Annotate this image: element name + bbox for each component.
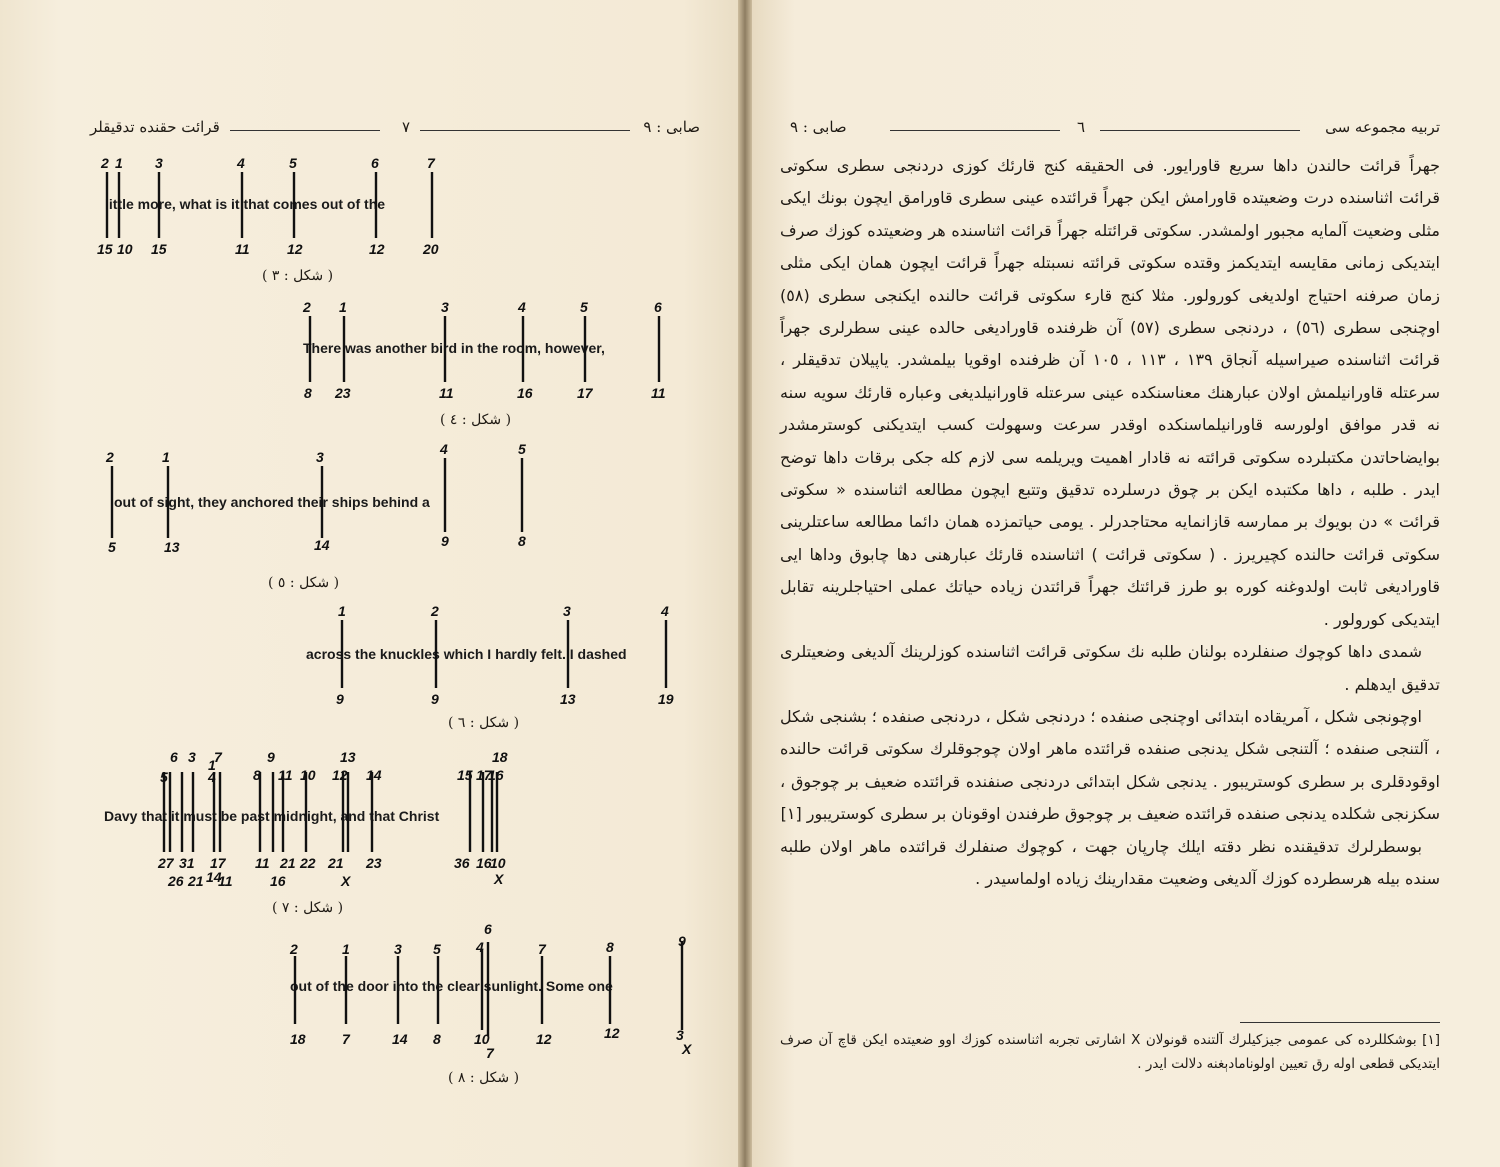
figure-8-top-number: 2 <box>290 941 298 957</box>
figure-7-top-number: 6 <box>170 749 178 765</box>
figure-3-bottom-number: 12 <box>369 241 385 257</box>
figure-6-top-number: 3 <box>563 603 571 619</box>
figure-3-bottom-number: 15 <box>97 241 113 257</box>
figure-7 <box>100 748 520 890</box>
figure-6-fixations <box>300 600 700 712</box>
book-gutter <box>738 0 752 1167</box>
body-paragraph: اوچونجى شكل ، آمريقاده ابتدائى اوچنجى صنفده ؛ دردنجى شكل ، دردنجى صنفده ؛ بشنجى شكل ، آلتنجى صنفده ؛ آلتنجى شكل يدنجى صنفده قرائتده ماهر اولان چوجوقلرك سكوتى قرائت حالنده اوقودقلرى بر سطرى كوستريبور . يدنجى شكل ابتدائى دردنجى صنفنده قرائتده ضعيف بر چوجوق ، سكزنجى شكلده يدنجى صنفده قرائتده ضعيف بر چوجوق طرفندن اوقونان بر سطرى كوستريبور [١] <box>780 706 1440 824</box>
figure-7-top-number: 12 <box>332 767 348 783</box>
figure-5-bottom-number: 9 <box>441 533 449 549</box>
figure-4-top-number: 2 <box>303 299 311 315</box>
figure-7-bottom-number: 10 <box>490 855 506 871</box>
figure-7-bottom-number: 17 <box>210 855 226 871</box>
figure-3-top-number: 7 <box>427 155 435 171</box>
right-head-title: تربيه مجموعه سى <box>1325 118 1440 136</box>
figure-8-top-number: 3 <box>394 941 402 957</box>
figure-7-bottom-number: 36 <box>454 855 470 871</box>
figure-7-bottom-number: 11 <box>255 855 270 871</box>
figure-6-top-number: 4 <box>661 603 669 619</box>
figure-6-bottom-number: 13 <box>560 691 576 707</box>
figure-7-top-number: 16 <box>488 767 504 783</box>
figure-7-top-number: 10 <box>300 767 316 783</box>
figure-6-bottom-number: 19 <box>658 691 674 707</box>
figure-8-bottom-number: 7 <box>486 1045 494 1061</box>
figure-7-bottom-number: 23 <box>366 855 382 871</box>
figure-5-bottom-number: 13 <box>164 539 180 555</box>
figure-3-top-number: 3 <box>155 155 163 171</box>
figure-8-bottom-number: 7 <box>342 1031 350 1047</box>
figure-3-fixations <box>95 152 515 262</box>
figure-3-caption: ( شكل : ٣ ) <box>262 268 334 284</box>
figure-7-bottom-number: 21 <box>328 855 344 871</box>
figure-4-bottom-number: 8 <box>304 385 312 401</box>
figure-3-bottom-number: 11 <box>235 241 250 257</box>
figure-8-bottom-number: 18 <box>290 1031 306 1047</box>
figure-5-top-number: 3 <box>316 449 324 465</box>
body-paragraph: جهراً قرائت حالندن داها سريع قاورايور. فى الحقيقه كنج قارئك كوزى دردنجى سطرى سكوتى قرائت اثناسنده درت وضعيتده قاورامش ايكن جهراً قرائتده عينى سطرى قاورامق ايچون بونك ايكى مثلى وضعيت آلمايه مجبور اولمشدر. سكوتى قرائتله جهراً قرائت اثناسنده هر وضعيتده كوزك صرف ايتديكى زمانى مقايسه ايتديكمز وقتده سكوتى قرائته نسبتله جهراً قرائت ايچون همان ايكى مثلى زمان صرفنه احتياج اولديغى كورولور. مثلا كنج قارء سكوتى قرائت حالنده ايكنجى سطرى (٥٨) اوچنجى سطرى (٥٦) ، دردنجى سطرى (٥٧) آن ظرفنده قاوراديغى حالده عينى سطرلرى جهراً قرائت اثناسنده صيراسيله آنجاق ١٣٩ ، ١١٣ ، ١٠٥ آن ظرفنده اوقويا بيلمشدر. ياپيلان تدقيقلر ، سرعتله قاورانيلمش اولان عبارهنك معناسنكده عينى سرعتله قاورانيلديغى وعباره قارئك سويه سنه نه قدر موافق اولورسه قاورانيلماسنكده اوقدر سرعت وسهولت كسب ايتديكنى كوسترمشدر بوايضاحاتدن مكتبلرده سكوتى قرائته نه قادار اهميت ويريلمه سى لازم كله جكى برقات داها توضح ايدر . طلبه ، داها مكتبده ايكن بر چوق درسلرده تدقيق وتتبع ايچون مطالعه اثناسنده « سكوتى قرائت » دن بويوك بر ممارسه قازانمايه محتاجدرلر . يومى حياتمزده همان دائما مطالعه ساعتلرينى سكوتى قرائت حالنده كچيريرز . ( سكوتى قرائت ) اثناسنده قارئك عبارهنى دها چابوق وداها ايى قاوراديغى ثابت اولدوغنه كوره بو طرز قرائتك جهراً قرائتدن زياده حياتك عملى احتياجلرينه تقابل ايتديكى كورولور . <box>780 156 1441 629</box>
figure-7-top-number: 9 <box>267 749 275 765</box>
figure-8-text: out of the door into the clear sunlight. Some one <box>290 978 613 994</box>
figure-5-bottom-number: 5 <box>108 539 116 555</box>
figure-7-bottom-number: 27 <box>158 855 174 871</box>
figure-3-bottom-number: 20 <box>423 241 439 257</box>
figure-4-text: There was another bird in the room, however, <box>303 340 605 356</box>
figure-3-top-number: 5 <box>289 155 297 171</box>
figure-8-top-number: 1 <box>342 941 350 957</box>
figure-5-bottom-number: 8 <box>518 533 526 549</box>
figure-7-top-number: 1 <box>208 757 216 773</box>
figure-4-bottom-number: 16 <box>517 385 533 401</box>
figure-3-top-number: 1 <box>115 155 123 171</box>
figure-6-top-number: 2 <box>431 603 439 619</box>
left-head-rule-right <box>420 130 630 131</box>
figure-3-top-number: 6 <box>371 155 379 171</box>
figure-8-bottom-number: 8 <box>433 1031 441 1047</box>
figure-4-bottom-number: 17 <box>577 385 593 401</box>
figure-6-caption: ( شكل : ٦ ) <box>448 715 520 731</box>
figure-8-top-number: 6 <box>484 921 492 937</box>
figure-8-fixations <box>280 922 700 1062</box>
figure-7-bottom-number: 31 <box>179 855 195 871</box>
figure-7-bottom-number: 21 <box>280 855 296 871</box>
figure-5-text: out of sight, they anchored their ships behind a <box>114 494 430 510</box>
right-head-page-number: ٦ <box>1076 118 1085 136</box>
figure-6-bottom-number: 9 <box>336 691 344 707</box>
figure-8-bottom-number: 3 <box>676 1027 684 1043</box>
figure-4-top-number: 5 <box>580 299 588 315</box>
body-paragraph: بوسطرلرك تدقيقنده نظر دقته ايلك چارپان جهت ، كوچوك صنفلرك قرائتده ماهر اولان طلبه سنده بيله هرسطرده كوزك آلديغى وضعيت مقدارينك زياده اولماسيدر . <box>780 836 1440 888</box>
figure-7-top-number: 13 <box>340 749 356 765</box>
figure-7-bottom-number: X <box>341 873 351 889</box>
figure-3-bottom-number: 10 <box>117 241 133 257</box>
figure-8-top-number: 9 <box>678 933 686 949</box>
figure-3-bottom-number: 12 <box>287 241 303 257</box>
figure-8-bottom-number: X <box>682 1041 692 1057</box>
right-head-rule-right <box>1100 130 1300 131</box>
figure-4-top-number: 3 <box>441 299 449 315</box>
footnote-rule <box>1240 1022 1440 1023</box>
figure-8-top-number: 8 <box>606 939 614 955</box>
figure-7-text: Davy that it must be past midnight, and that Christ <box>104 808 440 824</box>
figure-7-bottom-number: 26 <box>168 873 184 889</box>
figure-3-top-number: 4 <box>237 155 245 171</box>
figure-7-top-number: 7 <box>214 749 222 765</box>
right-page-body <box>780 150 1440 895</box>
left-head-page-ref: صابی : ٩ <box>643 118 700 136</box>
figure-4 <box>295 296 715 406</box>
figure-7-top-number: 5 <box>160 769 168 785</box>
figure-7-top-number: 8 <box>253 767 261 783</box>
figure-8-bottom-number: 14 <box>392 1031 408 1047</box>
footnote: [١] بوشكللرده كى عمومى جيزكيلرك آلتنده قونولان X اشارتى تجربه اثناسنده كوزك اوو ضعيتده ايكن قاچ آن صرف ايتديكى قطعى اوله رق تعيين اولونامادېغنه دلالت ايدر . <box>780 1032 1440 1072</box>
figure-7-top-number: 3 <box>188 749 196 765</box>
figure-7-fixations <box>100 748 520 890</box>
figure-7-bottom-number: 16 <box>476 855 492 871</box>
figure-4-bottom-number: 11 <box>439 385 454 401</box>
figure-5-top-number: 1 <box>162 449 170 465</box>
figure-8-bottom-number: 10 <box>474 1031 490 1047</box>
figure-3-bottom-number: 15 <box>151 241 167 257</box>
left-head-page-number: ٧ <box>401 118 410 136</box>
left-running-head <box>90 118 700 144</box>
right-head-page-ref: صابى : ٩ <box>790 118 847 136</box>
figure-7-caption: ( شكل : ٧ ) <box>272 900 344 916</box>
figure-5-top-number: 4 <box>440 441 448 457</box>
figure-7-bottom-number: 16 <box>270 873 286 889</box>
figure-7-top-number: 17 <box>476 767 492 783</box>
figure-8-caption: ( شكل : ٨ ) <box>448 1070 520 1086</box>
figure-5 <box>100 442 530 554</box>
figure-7-bottom-number: 11 <box>218 873 233 889</box>
figure-4-top-number: 6 <box>654 299 662 315</box>
figure-8-top-number: 7 <box>538 941 546 957</box>
figure-6 <box>300 600 700 712</box>
figure-5-caption: ( شكل : ٥ ) <box>268 575 340 591</box>
figure-8 <box>280 922 700 1062</box>
figure-5-bottom-number: 14 <box>314 537 330 553</box>
figure-4-bottom-number: 11 <box>651 385 666 401</box>
figure-7-top-number: 18 <box>492 749 508 765</box>
figure-4-fixations <box>295 296 715 406</box>
figure-4-bottom-number: 23 <box>335 385 351 401</box>
figure-7-top-number: 15 <box>457 767 473 783</box>
figure-3-top-number: 2 <box>101 155 109 171</box>
right-head-rule-left <box>890 130 1060 131</box>
figure-7-bottom-number: 14 <box>206 869 222 885</box>
figure-7-bottom-number: X <box>494 871 504 887</box>
figure-7-top-number: 14 <box>366 767 382 783</box>
figure-5-top-number: 2 <box>106 449 114 465</box>
figure-3 <box>95 152 515 262</box>
figure-8-top-number: 5 <box>433 941 441 957</box>
figure-7-bottom-number: 22 <box>300 855 316 871</box>
figure-5-fixations <box>100 442 530 554</box>
figure-4-top-number: 1 <box>339 299 347 315</box>
figure-6-top-number: 1 <box>338 603 346 619</box>
left-head-rule-left <box>230 130 380 131</box>
figure-6-text: across the knuckles which I hardly felt. I dashed <box>306 646 627 662</box>
figure-7-bottom-number: 21 <box>188 873 204 889</box>
figure-8-top-number: 4 <box>476 939 484 955</box>
figure-4-top-number: 4 <box>518 299 526 315</box>
figure-7-top-number: 4 <box>208 769 216 785</box>
figure-4-caption: ( شكل : ٤ ) <box>440 412 512 428</box>
body-paragraph: شمدى داها كوچوك صنفلرده بولنان طلبه نك سكوتى قرائت اثناسنده كوزلرينك آلديغى وضعيتلرى تدقيق ايدهلم . <box>780 642 1440 694</box>
figure-8-bottom-number: 12 <box>536 1031 552 1047</box>
figure-6-bottom-number: 9 <box>431 691 439 707</box>
figure-3-text: little more, what is it that comes out of the <box>105 196 386 212</box>
figure-7-top-number: 11 <box>278 767 293 783</box>
figure-8-bottom-number: 12 <box>604 1025 620 1041</box>
left-head-title: قرائت حقنده تدقيقلر <box>90 118 220 136</box>
figure-5-top-number: 5 <box>518 441 526 457</box>
right-running-head <box>790 118 1440 144</box>
